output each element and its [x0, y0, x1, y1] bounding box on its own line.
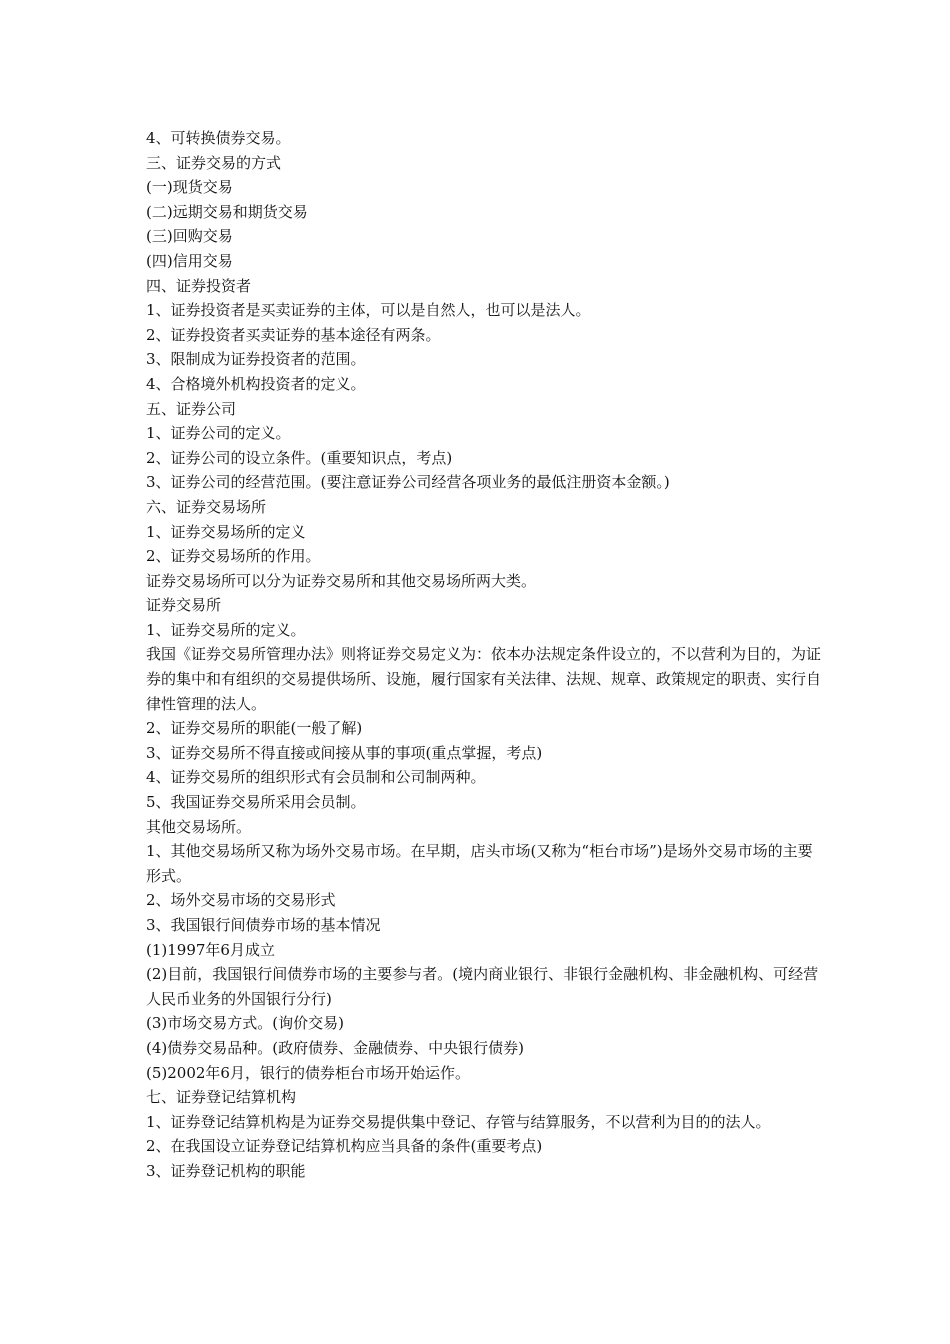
subsection-heading: 证券交易所 — [146, 596, 222, 615]
text-line: 3、限制成为证券投资者的范围。 — [146, 350, 366, 369]
text-line: 2、场外交易市场的交易形式 — [146, 891, 336, 910]
text-line: 3、证券公司的经营范围。(要注意证券公司经营各项业务的最低注册资本金额。) — [146, 473, 670, 492]
text-line: 2、证券交易所的职能(一般了解) — [146, 719, 363, 738]
text-line: (5)2002年6月，银行的债券柜台市场开始运作。 — [146, 1063, 470, 1082]
text-line: (1)1997年6月成立 — [146, 940, 275, 959]
paragraph: 我国《证券交易所管理办法》则将证券交易定义为：依本办法规定条件设立的，不以营利为目的，为证券的集中和有组织的交易提供场所、设施，履行国家有关法律、法规、规章、政策规定的职责、实行自律性管理的法人。 — [146, 645, 822, 713]
text-line: (三)回购交易 — [146, 227, 233, 246]
text-line: 2、证券交易场所的作用。 — [146, 547, 321, 566]
text-line: 3、证券交易所不得直接或间接从事的事项(重点掌握，考点) — [146, 743, 543, 762]
text-line: (4)债券交易品种。(政府债券、金融债券、中央银行债券) — [146, 1038, 524, 1057]
section-heading: 三、证券交易的方式 — [146, 153, 282, 172]
text-line: 4、证券交易所的组织形式有会员制和公司制两种。 — [146, 768, 486, 787]
text-line: 5、我国证券交易所采用会员制。 — [146, 793, 366, 812]
paragraph: (2)目前，我国银行间债券市场的主要参与者。(境内商业银行、非银行金融机构、非金融机构、可经营人民币业务的外国银行分行) — [146, 965, 819, 1008]
paragraph: 1、其他交易场所又称为场外交易市场。在早期，店头市场(又称为“柜台市场”)是场外交易市场的主要形式。 — [146, 842, 813, 885]
text-line: 证券交易场所可以分为证券交易所和其他交易场所两大类。 — [146, 571, 537, 590]
text-line: 4、合格境外机构投资者的定义。 — [146, 374, 366, 393]
document-body — [146, 126, 826, 1184]
text-line: 1、证券公司的定义。 — [146, 424, 291, 443]
section-heading: 五、证券公司 — [146, 399, 237, 418]
paragraph: 1、证券登记结算机构是为证券交易提供集中登记、存管与结算服务，不以营利为目的的法人。 — [146, 1112, 771, 1131]
text-line: 1、证券交易所的定义。 — [146, 620, 306, 639]
text-line: (3)市场交易方式。(询价交易) — [146, 1014, 344, 1033]
section-heading: 六、证券交易场所 — [146, 497, 267, 516]
text-line: 2、证券公司的设立条件。(重要知识点，考点) — [146, 448, 453, 467]
text-line: 4、可转换债券交易。 — [146, 129, 291, 147]
text-line: 1、证券投资者是买卖证券的主体，可以是自然人，也可以是法人。 — [146, 301, 591, 320]
text-line: 3、证券登记机构的职能 — [146, 1161, 306, 1180]
section-heading: 七、证券登记结算机构 — [146, 1088, 297, 1107]
text-line: (二)远期交易和期货交易 — [146, 202, 308, 221]
section-heading: 四、证券投资者 — [146, 276, 252, 295]
text-line: (一)现货交易 — [146, 178, 233, 197]
subsection-heading: 其他交易场所。 — [146, 817, 252, 836]
text-line: 2、证券投资者买卖证券的基本途径有两条。 — [146, 325, 441, 344]
text-line: 3、我国银行间债券市场的基本情况 — [146, 916, 381, 934]
text-line: 1、证券交易场所的定义 — [146, 522, 306, 541]
text-line: (四)信用交易 — [146, 251, 233, 270]
text-line: 2、在我国设立证券登记结算机构应当具备的条件(重要考点) — [146, 1137, 543, 1156]
